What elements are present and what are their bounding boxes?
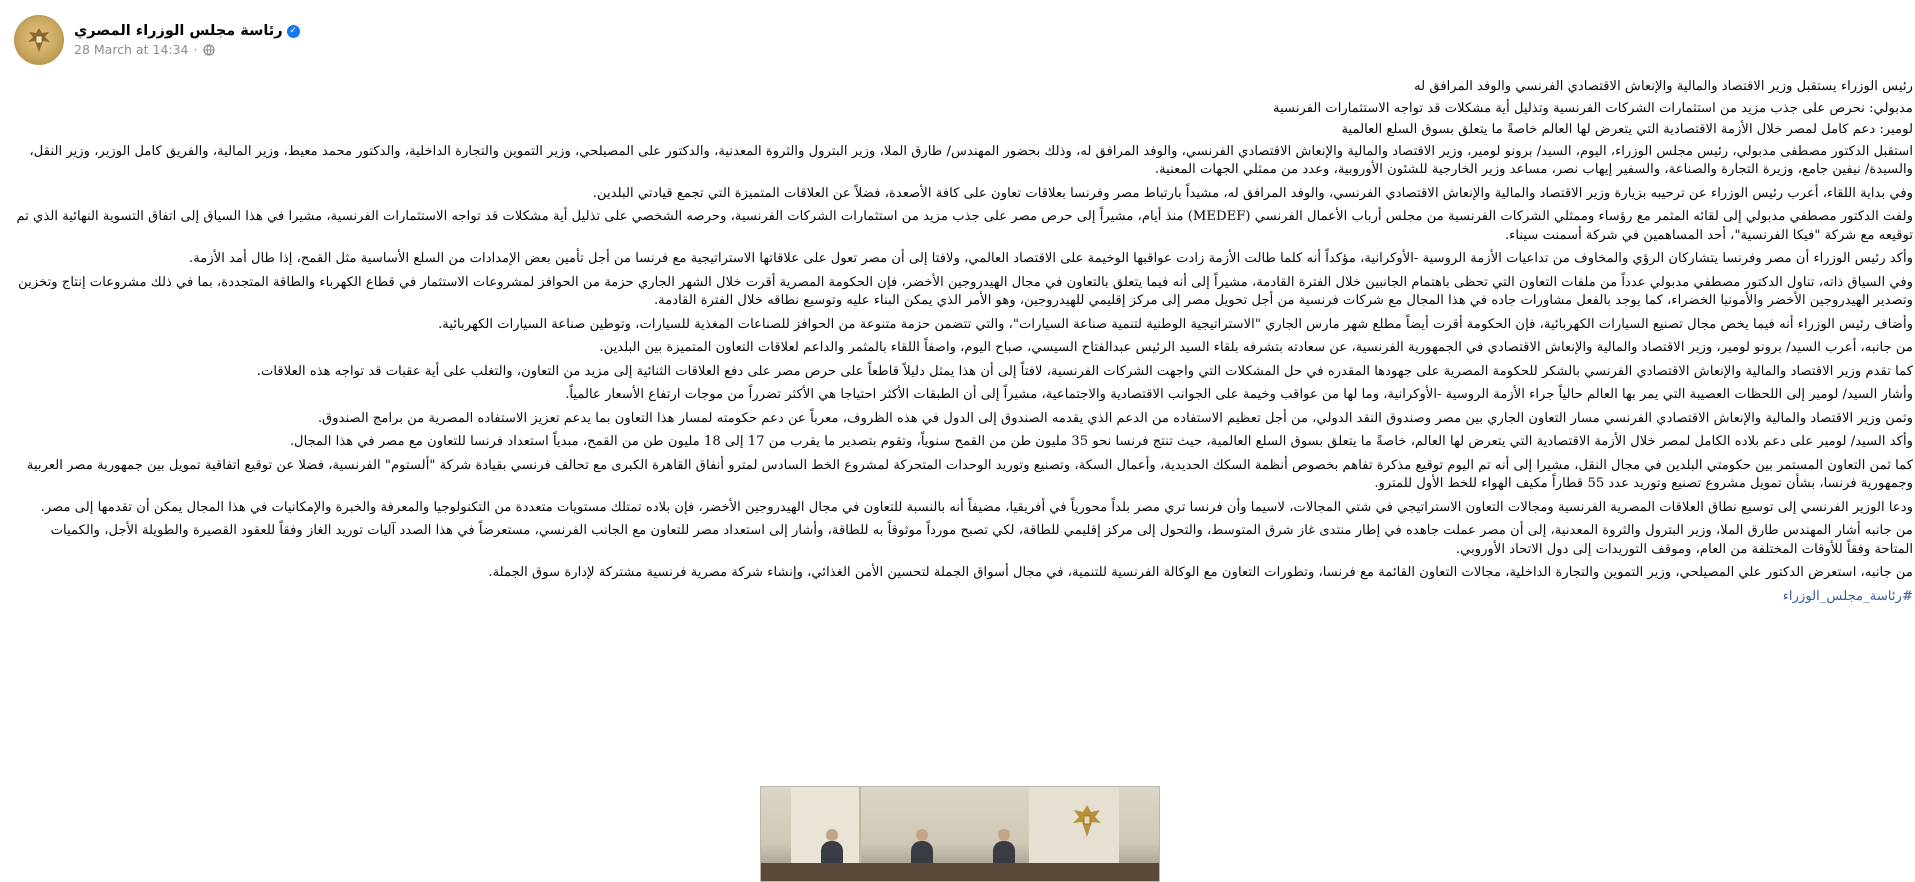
post-paragraph: كما تقدم وزير الاقتصاد والمالية والإنعاش الاقتصادي الفرنسي بالشكر للحكومة المصرية على جهودها المقدره في حل المشكلات التي واجهت الشركات الفرنسية، لافتاً إلى أن هذا يمثل دليلاً قاطعاً على حرص مصر على دفع العلاقات الثنائية إلى مزيد من التعاون، والتغلب على أية عقبات قد تواجه هذه العلاقات. (256, 363, 1913, 379)
post-paragraph: وأكد رئيس الوزراء أن مصر وفرنسا يتشاركان الرؤي والمخاوف من تداعيات الأزمة الروسية -الأوكرانية، مؤكداً أنه كلما طالت الأزمة زادت عواقبها الوخيمة على الاقتصاد العالمي، ولافتا إلى أن مصر تعول على علاقاتها الاستراتيجية مع فرنسا من أجل تأمين بعض الإمدادات من السلع الأساسية مثل القمح، إذا طال أمد الأزمة. (189, 251, 1913, 266)
post-body (13, 78, 1913, 611)
post-paragraph: من جانبه، استعرض الدكتور علي المصيلحي، وزير التموين والتجارة الداخلية، مجالات التعاون القائمة مع فرنسا، وتطورات التعاون مع الوكالة الفرنسية للتنمية، في مجال أسواق الجملة لتحسين الأمن الغذائي، وإنشاء شركة مصرية فرنسية مشتركة لإدارة سوق الجملة. (488, 565, 1913, 580)
hashtag-link[interactable]: #رئاسة_مجلس_الوزراء (1782, 588, 1913, 604)
post-headline: رئيس الوزراء يستقبل وزير الاقتصاد والمالية والإنعاش الاقتصادي الفرنسي والوفد المرافق له (1414, 79, 1913, 94)
post-paragraph: استقبل الدكتور مصطفى مدبولي، رئيس مجلس الوزراء، اليوم، السيد/ برونو لومير، وزير الاقتصاد والمالية والإنعاش الاقتصادي الفرنسي، والوفد المرافق له، وذلك بحضور المهندس/ طارق الملا، وزير البترول والثروة المعدنية، والدكتور على المصيلحي، وزير التموين والتجارة الداخلية، والدكتور محمد معيط، وزير المالية، والفريق كامل الوزير، وزير النقل، والسيدة/ نيفين جامع، وزيرة التجارة والصناعة، والسفير إيهاب نصر، مساعد وزير الخارجية للشئون الأوروبية، وعدد من ممثلي الجهات المعنية. (29, 143, 1913, 177)
post-paragraph: وأكد السيد/ لومير على دعم بلاده الكامل لمصر خلال الأزمة الاقتصادية التي يتعرض لها العالم، خاصةً ما يتعلق بسوق السلع العالمية، حيث تنتج فرنسا نحو 35 مليون طن من القمح سنوياً، وتقوم بتصدير ما يقرب من 17 إلى 18 مليون طن من القمح، مبدياً استعداد فرنسا للتعاون مع مصر في هذا المجال. (289, 434, 1913, 449)
post-paragraph: وثمن وزير الاقتصاد والمالية والإنعاش الاقتصادي الفرنسي مسار التعاون الجاري بين مصر وصندوق النقد الدولي، من أجل تعظيم الاستفاده من الدعم الذي يقدمه الصندوق إلى الدول في هذه الظروف، معرباً عن دعم حكومته لمسار هذا التعاون بما يدعم تعزيز الاستفاده المصرية من برامج الصندوق. (317, 410, 1913, 426)
eagle-emblem-icon (22, 23, 56, 57)
post-header (14, 14, 300, 66)
post-paragraph: من جانبه، أعرب السيد/ برونو لومير، وزير الاقتصاد والمالية والإنعاش الاقتصادي في الجمهورية الفرنسية، عن سعادته بتشرفه بلقاء السيد الرئيس عبدالفتاح السيسي، صباح اليوم، واصفاً اللقاء بالمثمر والداعم لعلاقات التعاون المتميزة بين البلدين. (599, 340, 1913, 355)
post-paragraph: ودعا الوزير الفرنسي إلى توسيع نطاق العلاقات المصرية الفرنسية ومجالات التعاون الاستراتيجي في شتي المجالات، لاسيما وأن فرنسا تري مصر بلداً محورياً في أفريقيا، مضيفاً أنه بالنسبة للتعاون في مجال الهيدروجين الأخضر، فإن بلاده تمتلك مستويات متعددة من التكنولوجيا والمعرفة والخبرة والإمكانيات في هذا المجال يمكن أن تقدمها إلى مصر. (40, 499, 1913, 515)
page-avatar[interactable] (14, 15, 64, 65)
header-text (74, 23, 300, 57)
post-timestamp[interactable]: 28 March at 14:34 (74, 42, 189, 57)
photo-table (761, 863, 1159, 881)
post-paragraph: وأشار السيد/ لومير إلى اللحظات العصيبة التي يمر بها العالم حالياً جراء الأزمة الروسية -الأوكرانية، وما لها من عواقب وخيمة على الجوانب الاقتصادية والاجتماعية، مشيراً إلى أن الطبقات الأكثر احتياجا هي الأكثر تضرراً من موجات ارتفاع الأسعار عالمياً. (565, 387, 1913, 402)
meta-separator: · (193, 42, 198, 57)
post-paragraph: ولفت الدكتور مصطفي مدبولي إلى لقائه المثمر مع رؤساء وممثلي الشركات الفرنسية من مجلس أرباب الأعمال الفرنسي (MEDEF) منذ أيام، مشيراً إلى حرص مصر على جذب مزيد من استثمارات الشركات الفرنسية، وحرصه الشخصي على تذليل أية مشكلات قد تواجه الاستثمارات الفرنسية، مشيرا في هذا السياق إلى اتفاق التسوية النهائية الذي تم توقيعه مع شركة "فيكا الفرنسية"، أحد المساهمين في شركة أسمنت سيناء. (16, 209, 1913, 243)
post-meta (74, 42, 300, 57)
post-photo[interactable] (760, 786, 1160, 882)
post-subheadline: لومير: دعم كامل لمصر خلال الأزمة الاقتصادية التي يتعرض لها العالم خاصةً ما يتعلق بسوق السلع العالمية (1341, 122, 1913, 137)
photo-person-head (998, 829, 1010, 841)
post-paragraph: كما ثمن التعاون المستمر بين حكومتي البلدين في مجال النقل، مشيرا إلى أنه تم اليوم توقيع مذكرة تفاهم بخصوص أنظمة السكك الحديدية، وأعمال السكة، وتصنيع وتوريد الوحدات المتحركة لمشروع الخط السادس لمترو أنفاق القاهرة الكبرى مع تحالف فرنسي بقيادة شركة "ألستوم" الفرنسية، فضلا عن توقيع اتفاقية تمويل بين جمهورية مصر العربية وجمهورية فرنسا، بشأن تمويل مشروع تصنيع وتوريد عدد 55 قطاراً مكيف الهواء للخط الأول للمترو. (26, 457, 1913, 491)
post-paragraph: من جانبه أشار المهندس طارق الملا، وزير البترول والثروة المعدنية، إلى أن مصر عملت جاهده في إطار منتدى غاز شرق المتوسط، والتحول إلى مركز إقليمي للطاقة، لكي تصبح مورداً موثوقاً به للطاقة، وأشار إلى استعداد مصر للتعاون مع الجانب الفرنسي، مستعرضاً في هذا الصدد آليات توريد الغاز وفقاً للعقود القصيرة والطويلة الأجل، والكميات المتاحة وفقاً للأوقات المختلفة من العام، وموقف التوريدات إلى دول الاتحاد الأوروبي. (50, 523, 1913, 557)
post-paragraph: وفي السياق ذاته، تناول الدكتور مصطفي مدبولي عدداً من ملفات التعاون التي تحظى باهتمام الجانبين خلال الفترة القادمة، مشيراً إلى أنه فيما يتعلق بالتعاون في مجال الهيدروجين الأخضر، فإن الحكومة المصرية أقرت خلال الشهر الجاري حزمة من الحوافز لمشروعات الاستثمار في قطاع الكهرباء والطاقة المتجددة، بما في ذلك مشروعات إنتاج وتخزين وتصدير الهيدروجين الأخضر والأمونيا الخضراء، كما يوجد بالفعل مشاورات جاده في هذا المجال مع شركات فرنسية من أجل تحويل مصر إلى مركز إقليمي للهيدروجين، وهو الأمر الذي يمكن البناء عليه وتوسيع نطاقه خلال الفترة القادمة. (18, 274, 1913, 308)
verified-badge-icon: ✓ (287, 25, 300, 38)
photo-person-head (916, 829, 928, 841)
post-paragraph: وأضاف رئيس الوزراء أنه فيما يخص مجال تصنيع السيارات الكهربائية، فإن الحكومة أقرت أيضاً مطلع شهر مارس الجاري "الاستراتيجية الوطنية لتنمية صناعة السيارات"، والتي تتضمن حزمة متنوعة من الحوافز للصناعات المغذية للسيارات، وتوطين صناعة السيارات الكهربائية. (438, 316, 1913, 332)
post-paragraph: وفي بداية اللقاء، أعرب رئيس الوزراء عن ترحيبه بزيارة وزير الاقتصاد والمالية والإنعاش الاقتصادي الفرنسي، والوفد المرافق له، مشيداً بارتباط مصر وفرنسا بعلاقات تعاون على كافة الأصعدة، فضلاً عن العلاقات المتميزة التي تجمع قيادتي البلدين. (592, 185, 1913, 201)
page-name[interactable]: رئاسة مجلس الوزراء المصري (74, 23, 283, 39)
eagle-emblem-icon (1069, 801, 1105, 841)
globe-icon[interactable] (203, 44, 215, 56)
page-name-row (74, 23, 300, 39)
photo-person-head (826, 829, 838, 841)
post-subheadline: مدبولي: نحرص على جذب مزيد من استثمارات الشركات الفرنسية وتذليل أية مشكلات قد تواجه الاستثمارات الفرنسية (1273, 100, 1913, 116)
